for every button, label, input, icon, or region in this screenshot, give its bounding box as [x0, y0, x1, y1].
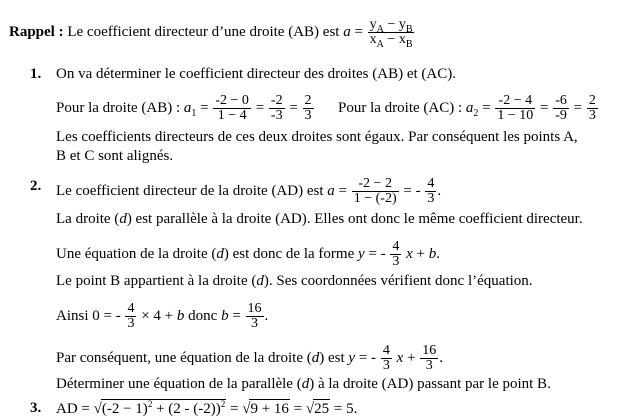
q1-conclusion-2: B et C sont alignés.: [56, 148, 174, 164]
ad-fraction-1: $\frac{-2 - 2}{1 - (-2)}$: [353, 176, 397, 206]
ab-fraction-2: $\frac{-2}{-3}$: [270, 93, 283, 123]
q2-number: 2.: [30, 178, 42, 194]
q3-line: AD = $√(-2 - 1)^2 + (2 - (-2))^2 = √9 + 16 = √25 = 5$.: [56, 399, 358, 417]
q1-conclusion-1: Les coefficients directeurs de ces deux droites sont égaux. Par conséquent les points A,: [56, 129, 578, 145]
b-calc-fraction-1: $\frac{4}{3}$: [127, 301, 135, 331]
rappel-label: Rappel :: [9, 23, 64, 40]
q1-ac-line: Pour la droite (AC) : $a_2$ = $\frac{-2 - 4}{1 - 10}$ = $\frac{-6}{-9}$ = $\frac{2}{3}$: [338, 93, 596, 123]
slope-formula: $\frac{y_A - y_B}{x_A - x_B}$: [369, 17, 413, 50]
q1-number: 1.: [30, 66, 42, 82]
q2-line-5: Ainsi 0 = - $\frac{4}{3}$ × 4 + b donc b = $\frac{16}{3}$ .: [56, 301, 269, 331]
line-d-fraction: $\frac{4}{3}$: [392, 239, 400, 269]
rappel-text: Le coefficient directeur d’une droite (AB) est: [67, 23, 340, 40]
q3-number: 3.: [30, 400, 42, 416]
radical-1: $(-2 - 1)^2 + (2 - (-2))^2$: [101, 399, 226, 417]
ac-fraction-1: $\frac{-2 - 4}{1 - 10}$: [497, 93, 534, 123]
rappel-var: a: [343, 23, 351, 40]
q1-intro: On va déterminer le coefficient directeur des droites (AB) et (AC).: [56, 66, 456, 82]
b-calc-fraction-2: $\frac{16}{3}$: [247, 301, 262, 331]
ab-fraction-3: $\frac{2}{3}$: [304, 93, 312, 123]
radical-3: 25: [314, 401, 330, 417]
q2-line-6: Par conséquent, une équation de la droite (d) est y = - $\frac{4}{3}$ x + $\frac{16}{3}$ .: [56, 343, 443, 373]
q1-ab-line: Pour la droite (AB) : $a_1$ = $\frac{-2 - 0}{1 - 4}$ = $\frac{-2}{-3}$ = $\frac{2}{3}$: [56, 93, 312, 123]
result-fraction-2: $\frac{16}{3}$: [422, 343, 437, 373]
result-fraction-1: $\frac{4}{3}$: [382, 343, 390, 373]
q2-line-3: Une équation de la droite (d) est donc de la forme y = - $\frac{4}{3}$ x + b.: [56, 239, 441, 269]
q2-line-1: Le coefficient directeur de la droite (AD) est a = $\frac{-2 - 2}{1 - (-2)}$ = - $\frac{4}{3}$ .: [56, 176, 442, 206]
radical-2: 9 + 16: [250, 401, 289, 417]
q2-line-2: La droite (d) est parallèle à la droite (AD). Elles ont donc le même coefficient directeur.: [56, 211, 583, 227]
q2-line-7: Déterminer une équation de la parallèle (d) à la droite (AD) passant par le point B.: [56, 376, 551, 392]
ac-fraction-2: $\frac{-6}{-9}$: [555, 93, 567, 123]
rappel-line: Rappel : Le coefficient directeur d’une droite (AB) est a = $\frac{y_A - y_B}{x_A - x_B}$: [9, 17, 413, 50]
ab-fraction-1: $\frac{-2 - 0}{1 - 4}$: [215, 93, 249, 123]
q2-line-4: Le point B appartient à la droite (d). Ses coordonnées vérifient donc l’équation.: [56, 273, 533, 289]
ac-fraction-3: $\frac{2}{3}$: [588, 93, 596, 123]
ad-fraction-2: $\frac{4}{3}$: [427, 176, 435, 206]
